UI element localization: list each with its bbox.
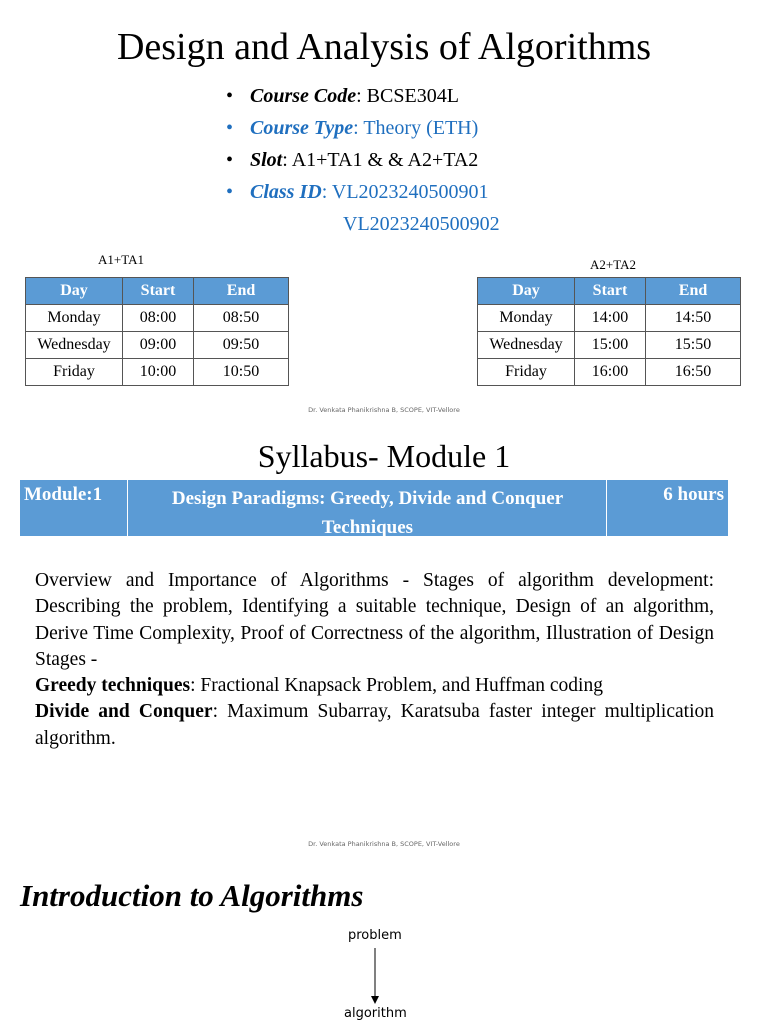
table-cell: Friday xyxy=(26,359,123,386)
table-header-cell: End xyxy=(646,278,741,305)
divide-conquer-line xyxy=(35,699,714,752)
syllabus-heading: Syllabus- Module 1 xyxy=(257,438,511,474)
class-id-item xyxy=(226,176,500,208)
table-cell: 10:00 xyxy=(123,359,194,386)
table-cell: 15:00 xyxy=(575,332,646,359)
course-type-item xyxy=(226,112,500,144)
table-header-row xyxy=(478,278,741,305)
timetable-a1 xyxy=(25,277,289,386)
bullet-icon: • xyxy=(226,181,234,203)
bullet-icon: • xyxy=(226,85,234,107)
table-cell: Wednesday xyxy=(478,332,575,359)
slot-item xyxy=(226,144,500,176)
overview-text: Overview and Importance of Algorithms - Stages of algorithm development: Describing the problem, Identifying a suitable technique, Design of an algorithm, Derive Time Complexity, Proof of Correctness of the algorithm, Illustration of Design Stages - xyxy=(35,570,714,670)
intro-heading: Introduction to Algorithms xyxy=(20,878,364,913)
course-code-value: : BCSE304L xyxy=(356,85,459,107)
table-header-cell: Day xyxy=(478,278,575,305)
table-cell: 09:00 xyxy=(123,332,194,359)
course-type-value: : Theory (ETH) xyxy=(353,117,479,139)
slot-value: : A1+TA1 & & A2+TA2 xyxy=(282,149,479,171)
greedy-line xyxy=(35,673,714,699)
problem-algorithm-diagram xyxy=(330,926,430,1024)
module-title-line-2: Techniques xyxy=(321,517,414,538)
diagram-problem-label: problem xyxy=(348,928,402,943)
table-row xyxy=(478,332,741,359)
class-id-value-2: VL2023240500902 xyxy=(343,213,500,235)
class-id-label: Class ID xyxy=(250,181,322,203)
divide-conquer-label: Divide and Conquer xyxy=(35,701,213,723)
table-cell: 08:50 xyxy=(194,305,289,332)
diagram-algorithm-label: algorithm xyxy=(344,1006,407,1021)
table-header-cell: End xyxy=(194,278,289,305)
table-cell: Wednesday xyxy=(26,332,123,359)
course-type-label: Course Type xyxy=(250,117,354,139)
course-code-label: Course Code xyxy=(250,85,357,107)
module-header-bar xyxy=(20,480,728,536)
page-title: Design and Analysis of Algorithms xyxy=(116,26,652,68)
table-header-cell: Start xyxy=(123,278,194,305)
table-cell: Friday xyxy=(478,359,575,386)
divide-conquer-text: : Maximum Subarray, Karatsuba faster integer multiplication algorithm. xyxy=(35,701,714,749)
greedy-text: : Fractional Knapsack Problem, and Huffman coding xyxy=(190,675,603,697)
table-cell: 08:00 xyxy=(123,305,194,332)
class-id-value-1: : VL2023240500901 xyxy=(321,181,489,203)
table-header-cell: Day xyxy=(26,278,123,305)
table-header-cell: Start xyxy=(575,278,646,305)
course-code-item xyxy=(226,80,500,112)
table-row xyxy=(26,332,289,359)
table-cell: Monday xyxy=(478,305,575,332)
table-cell: 16:50 xyxy=(646,359,741,386)
slide-footer: Dr. Venkata Phanikrishna B, SCOPE, VIT-Vellore xyxy=(308,840,460,848)
table-header-row xyxy=(26,278,289,305)
table-cell: 16:00 xyxy=(575,359,646,386)
module-title-line-1: Design Paradigms: Greedy, Divide and Conquer xyxy=(171,488,564,509)
table-row xyxy=(26,359,289,386)
table-cell: 14:00 xyxy=(575,305,646,332)
table-cell: Monday xyxy=(26,305,123,332)
module-label: Module:1 xyxy=(20,480,128,536)
table-cell: 09:50 xyxy=(194,332,289,359)
timetable-a2 xyxy=(477,277,741,386)
class-id-item-continued xyxy=(226,208,500,240)
timetable-a2-caption: A2+TA2 xyxy=(590,257,637,272)
table-row xyxy=(478,359,741,386)
table-cell: 10:50 xyxy=(194,359,289,386)
syllabus-content xyxy=(35,568,714,752)
table-row xyxy=(26,305,289,332)
timetable-a1-caption: A1+TA1 xyxy=(98,252,145,267)
module-title xyxy=(129,480,607,536)
table-cell: 14:50 xyxy=(646,305,741,332)
down-arrow-icon xyxy=(368,948,382,1006)
course-info-list xyxy=(226,80,500,240)
greedy-label: Greedy techniques xyxy=(35,675,191,697)
bullet-icon: • xyxy=(226,117,234,139)
table-row xyxy=(478,305,741,332)
module-hours: 6 hours xyxy=(663,484,724,505)
bullet-icon: • xyxy=(226,149,234,171)
slot-label: Slot xyxy=(250,149,283,171)
slide-footer: Dr. Venkata Phanikrishna B, SCOPE, VIT-Vellore xyxy=(308,406,460,414)
table-cell: 15:50 xyxy=(646,332,741,359)
